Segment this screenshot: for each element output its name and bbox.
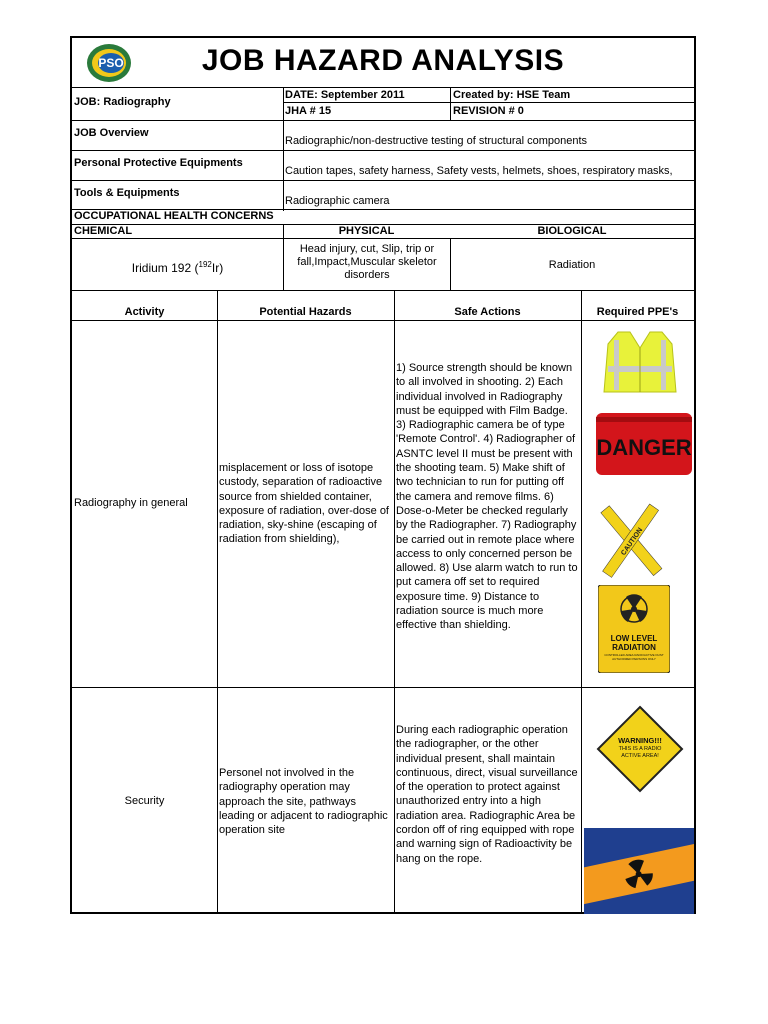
row1-hazards: misplacement or loss of isotope custody, separation of radioactive source from shielded container, exposure of radiation, over-dose of radiation, sky-shine (escaping of radiation from shielding), — [219, 462, 389, 546]
biological-label: BIOLOGICAL — [537, 225, 607, 237]
chemical-superscript: 192 — [198, 260, 212, 269]
low-level-small: CONTROLLED AREA RADIOACTIVE DUST AUTHORIZED PERSONS ONLY — [604, 653, 664, 661]
page-title: JOB HAZARD ANALYSIS — [201, 44, 565, 77]
ppe-header: Required PPE's — [596, 306, 679, 318]
caution-tape-image — [598, 501, 664, 581]
row2-hazards: Personel not involved in the radiography operation may approach the site, pathways leading or adjacent to radiographic operation site — [219, 767, 388, 837]
job-label: JOB: Radiography — [74, 96, 171, 108]
danger-tape-image — [596, 413, 692, 475]
chemical-label: CHEMICAL — [74, 225, 133, 237]
created-by-field: Created by: HSE Team — [453, 89, 571, 101]
tools-label: Tools & Equipments — [74, 187, 180, 199]
warning-line1: WARNING!!! — [618, 736, 662, 745]
revision-number: REVISION # 0 — [453, 105, 524, 117]
row2-actions: During each radiographic operation the radiographer, or the other individual present, shall maintain continuous, direct, visual surveillance of the operation to protect against unauthorized entry into a high radiation area. Radiographic Area be cordon off of ring equipped with rope and warning sign of Radioactivity be hang on the rope. — [396, 724, 578, 865]
row1-actions: 1) Source strength should be known to all involved in shooting. 2) Each individual involved in Radiography must be equipped with Film Badge. 3) Radiographic camera be of type 'Remote Control'. 4) Radiographer of ASNTC level II must be present with the shooting team. 5) Make shift of two technician to run for putting off the camera and remove films. 6) Dose-o-Meter be checked regularly by the Radiographer. 7) Radiography be carried out in remote place where access to only concerned person be allowed. 8) Use alarm watch to run to put camera off set to required exposure time. 9) Distance to radiation source is much more effective than shielding. — [396, 362, 578, 632]
ppe-label: Personal Protective Equipments — [74, 157, 243, 169]
activity-header: Activity — [124, 306, 165, 318]
warning-line2: THIS IS A RADIO ACTIVE AREA! — [618, 746, 662, 759]
job-overview-value: Radiographic/non-destructive testing of structural components — [285, 135, 588, 147]
health-section-label: OCCUPATIONAL HEALTH CONCERNS — [74, 210, 274, 222]
row2-activity: Security — [124, 795, 165, 807]
warning-radioactive-sign — [596, 705, 684, 793]
logo-text: PSO — [98, 56, 124, 70]
radiation-tape-image — [584, 828, 694, 914]
biological-value: Radiation — [548, 259, 596, 271]
chemical-value: Iridium 192 ($^{192}$Ir) — [131, 260, 224, 275]
jha-number: JHA # 15 — [285, 105, 332, 117]
safety-vest-image — [600, 330, 680, 396]
date-field: DATE: September 2011 — [285, 89, 405, 101]
pso-logo — [84, 42, 134, 84]
physical-label: PHYSICAL — [338, 225, 395, 237]
actions-header: Safe Actions — [454, 306, 521, 318]
jha-sheet — [70, 36, 696, 914]
danger-tape-text: DANGER — [596, 435, 692, 460]
ppe-value: Caution tapes, safety harness, Safety vests, helmets, shoes, respiratory masks, — [285, 165, 673, 177]
low-level-radiation-sign — [598, 585, 670, 673]
caution-tape-text: CAUTION — [620, 526, 645, 557]
tools-value: Radiographic camera — [285, 195, 390, 207]
job-overview-label: JOB Overview — [74, 127, 149, 139]
row1-activity: Radiography in general — [74, 497, 188, 509]
low-level-sub: RADIATION — [612, 643, 656, 652]
physical-value: Head injury, cut, Slip, trip or fall,Impact,Muscular skeletor disorders — [297, 243, 437, 281]
hazards-header: Potential Hazards — [259, 306, 352, 318]
low-level-title: LOW LEVEL — [610, 634, 658, 643]
